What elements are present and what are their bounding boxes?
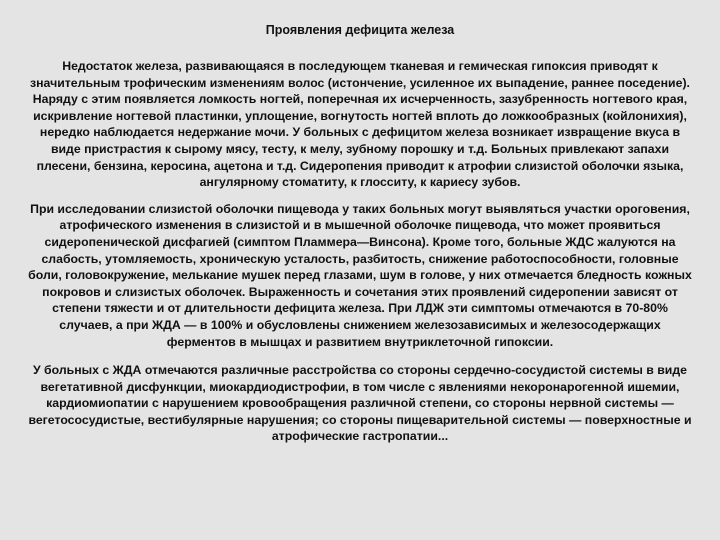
paragraph-hair-nails-taste: Недостаток железа, развивающаяся в последующем тканевая и гемическая гипоксия приводят к значительным трофическим изменениям волос (истончение, усиленное их выпадение, раннее поседение). Наряду с этим появляется ломкость ногтей, поперечная их исчерченность, зазубренность ногтевого края, искривление ногтевой пластинки, уплощение, вогнутость ногтей вплоть до ложкообразных (койлонихия), нередко наблюдается недержание мочи. У больных с дефицитом железа возникает извращение вкуса в виде пристрастия к сырому мясу, тесту, к мелу, зубному порошку и т.д. Больных привлекают запахи плесени, бензина, керосина, ацетона и т.д. Сидеропения приводит к атрофии слизистой оболочки языка, ангулярному стоматиту, к глосситу, к кариесу зубов. [30,59,690,190]
paragraph-esophagus-symptoms: При исследовании слизистой оболочки пищевода у таких больных могут выявляться участки ороговения, атрофического изменения в слизистой и в мышечной оболочке пищевода, что может проявиться сидеропенической дисфагией (симптом Пламмера—Винсона). Кроме того, больные ЖДС жалуются на слабость, утомляемость, хроническую усталость, разбитость, снижение работоспособности, головные боли, головокружение, мелькание мушек перед глазами, шум в голове, у них отмечается бледность кожных покровов и слизистых оболочек. Выраженность и сочетания этих проявлений сидеропении зависят от степени тяжести и от длительности дефицита железа. При ЛДЖ эти симптомы отмечаются в 70-80% случаев, а при ЖДА — в 100% и обусловлены снижением железозависимых и железосодержащих ферментов в мышцах и развитием внутриклеточной гипоксии. [28,201,692,349]
slide-title: Проявления дефицита железа [265,23,455,37]
paragraph-cardiovascular-nervous: У больных с ЖДА отмечаются различные расстройства со стороны сердечно-сосудистой системы в виде вегетативной дисфункции, миокардиодистрофии, в том числе с явлениями некоронарогенной ишемии, кардиомиопатии с нарушением кровообращения различной степени, со стороны нервной системы — вегетососудистые, вестибулярные нарушения; со стороны пищеварительной системы — поверхностные и атрофические гастропатии... [28,363,692,444]
